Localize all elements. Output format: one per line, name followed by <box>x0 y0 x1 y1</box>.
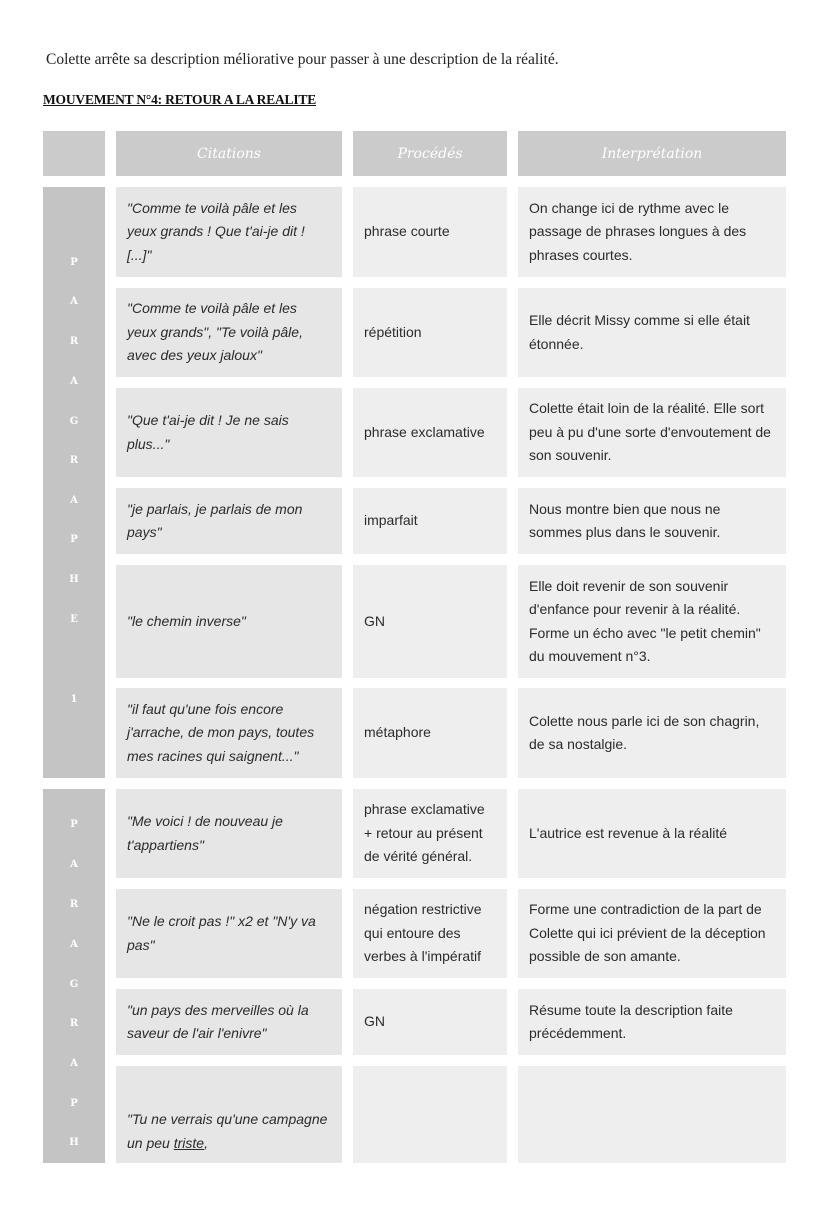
procede-cell <box>353 288 507 377</box>
citation-cell <box>116 388 342 477</box>
interpretation-cell <box>518 889 786 978</box>
citation-cell <box>116 989 342 1055</box>
interpretation-text: Résume toute la description faite précédemment. <box>529 1001 733 1041</box>
procede-text: phrase courte <box>364 223 450 240</box>
paragraph-2-sidebar <box>43 789 105 1163</box>
procede-text: négation restrictive qui entoure des verbes à l'impératif <box>364 901 482 965</box>
interpretation-cell <box>518 187 786 277</box>
procede-cell <box>353 789 507 878</box>
procede-cell <box>353 488 507 554</box>
citation-cell <box>116 565 342 678</box>
interpretation-text: Colette était loin de la réalité. Elle sort peu à pu d'une sorte d'envoutement de son souvenir. <box>529 400 771 464</box>
sidebar-letter: P <box>70 1098 78 1109</box>
interpretation-text: Colette nous parle ici de son chagrin, de sa nostalgie. <box>529 712 760 752</box>
sidebar-letter: E <box>70 614 78 625</box>
sidebar-letter: P <box>70 257 78 268</box>
citation-text: "je parlais, je parlais de mon pays" <box>127 500 303 540</box>
interpretation-cell <box>518 388 786 477</box>
procede-text: GN <box>364 1013 385 1030</box>
citation-text: "Que t'ai-je dit ! Je ne sais plus..." <box>127 412 289 452</box>
interpretation-text: Nous montre bien que nous ne sommes plus dans le souvenir. <box>529 500 721 540</box>
sidebar-letter: R <box>69 1018 79 1029</box>
citation-text-part: "Tu ne verrais qu'une campagne un peu <box>127 1111 328 1151</box>
citation-cell <box>116 488 342 554</box>
procede-cell <box>353 187 507 277</box>
interpretation-cell <box>518 488 786 554</box>
header-procedes: Procédés <box>353 131 507 176</box>
sidebar-letter: 1 <box>70 694 78 705</box>
sidebar-letter: P <box>70 819 78 830</box>
procede-text: répétition <box>364 323 422 340</box>
citation-cell <box>116 889 342 978</box>
procede-text: GN <box>364 612 385 629</box>
procede-cell <box>353 565 507 678</box>
sidebar-letter: H <box>69 574 79 585</box>
interpretation-text: L'autrice est revenue à la réalité <box>529 824 728 841</box>
citation-cell <box>116 688 342 778</box>
sidebar-letter: R <box>69 455 79 466</box>
procede-cell <box>353 1066 507 1163</box>
sidebar-letter: A <box>70 859 78 870</box>
procede-text: phrase exclamative + retour au présent de vérité général. <box>364 801 485 865</box>
interpretation-text: On change ici de rythme avec le passage de phrases longues à des phrases courtes. <box>529 199 747 263</box>
underlined-word: triste <box>173 1134 205 1151</box>
interpretation-cell <box>518 688 786 778</box>
sidebar-letter: A <box>70 296 78 307</box>
sidebar-letter: A <box>70 939 78 950</box>
citation-cell <box>116 187 342 277</box>
procede-cell <box>353 688 507 778</box>
procede-text: métaphore <box>364 724 431 741</box>
sidebar-letter: A <box>70 1058 78 1069</box>
citation-text: "Comme te voilà pâle et les yeux grands ! Que t'ai-je dit ! [...]" <box>127 199 305 263</box>
interpretation-cell <box>518 565 786 678</box>
sidebar-letter: H <box>69 1137 79 1148</box>
interpretation-cell <box>518 1066 786 1163</box>
interpretation-cell <box>518 989 786 1055</box>
citation-text: "Me voici ! de nouveau je t'appartiens" <box>127 813 283 853</box>
citation-text: "un pays des merveilles où la saveur de l'air l'enivre" <box>127 1001 309 1041</box>
sidebar-letter: A <box>70 376 78 387</box>
sidebar-letter: G <box>69 416 79 427</box>
procede-cell <box>353 989 507 1055</box>
header-empty-cell <box>43 131 105 176</box>
intro-text: Colette arrête sa description méliorative pour passer à une description de la réalité. <box>46 51 559 68</box>
header-citations: Citations <box>116 131 342 176</box>
section-heading: MOUVEMENT N°4: RETOUR A LA REALITE <box>43 92 317 107</box>
citation-text: "il faut qu'une fois encore j'arrache, de mon pays, toutes mes racines qui saignent..." <box>127 700 315 764</box>
interpretation-text: Elle décrit Missy comme si elle était étonnée. <box>529 312 750 352</box>
procede-cell <box>353 889 507 978</box>
citation-cell <box>116 288 342 377</box>
sidebar-letter: P <box>70 534 78 545</box>
interpretation-text: Elle doit revenir de son souvenir d'enfance pour revenir à la réalité. Forme un écho avec "le petit chemin" du mouvement n°3. <box>529 577 761 664</box>
procede-text: phrase exclamative <box>364 423 485 440</box>
interpretation-cell <box>518 288 786 377</box>
interpretation-text: Forme une contradiction de la part de Colette qui ici prévient de la déception possible de son amante. <box>529 901 766 965</box>
sidebar-letter: R <box>69 899 79 910</box>
citation-cell <box>116 789 342 878</box>
citation-text: "le chemin inverse" <box>127 612 246 629</box>
citation-text-part: , <box>204 1134 208 1151</box>
sidebar-letter: A <box>70 495 78 506</box>
paragraph-1-sidebar <box>43 187 105 778</box>
sidebar-letter: R <box>69 336 79 347</box>
interpretation-cell <box>518 789 786 878</box>
procede-text: imparfait <box>364 512 418 529</box>
sidebar-letter: G <box>69 979 79 990</box>
procede-cell <box>353 388 507 477</box>
citation-text: "Comme te voilà pâle et les yeux grands", "Te voilà pâle, avec des yeux jaloux" <box>127 300 303 364</box>
citation-cell <box>116 1066 342 1163</box>
citation-text: "Ne le croit pas !" x2 et "N'y va pas" <box>127 913 316 953</box>
citation-text <box>127 1108 330 1155</box>
header-interpretation: Interprétation <box>518 131 786 176</box>
